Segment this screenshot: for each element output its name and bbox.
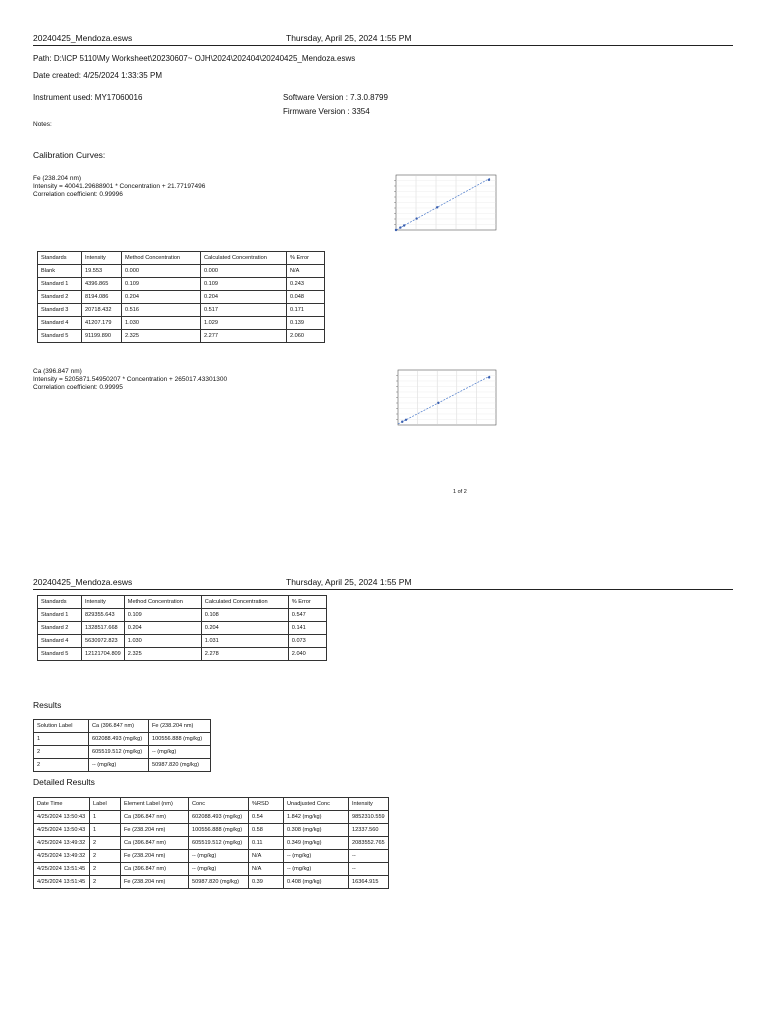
results-table-header-cell: Solution Label bbox=[34, 720, 89, 733]
page1-filename: 20240425_Mendoza.esws bbox=[33, 33, 133, 43]
table-cell: 1328517.668 bbox=[82, 622, 125, 635]
table-cell: 0.308 (mg/kg) bbox=[284, 824, 349, 837]
fe-calibration-info bbox=[33, 175, 205, 199]
table-cell: 0.000 bbox=[201, 265, 287, 278]
data-point bbox=[488, 376, 490, 378]
table-cell: 12121704.809 bbox=[82, 648, 125, 661]
table-cell: -- (mg/kg) bbox=[284, 850, 349, 863]
table-cell: 0.54 bbox=[249, 811, 284, 824]
data-point bbox=[405, 419, 407, 421]
table-cell: N/A bbox=[249, 863, 284, 876]
table-cell: -- (mg/kg) bbox=[149, 746, 211, 759]
ca-table-header-row bbox=[38, 596, 327, 609]
results-table-header-row bbox=[34, 720, 211, 733]
table-cell: 605519.512 (mg/kg) bbox=[89, 746, 149, 759]
table-cell: 2.277 bbox=[201, 330, 287, 343]
table-row bbox=[34, 746, 211, 759]
table-row bbox=[34, 850, 389, 863]
table-cell: Standard 5 bbox=[38, 330, 82, 343]
table-cell: 1.842 (mg/kg) bbox=[284, 811, 349, 824]
calibration-title: Calibration Curves: bbox=[33, 150, 106, 160]
table-cell: 2 bbox=[90, 863, 121, 876]
table-cell: 100556.888 (mg/kg) bbox=[189, 824, 249, 837]
table-cell: N/A bbox=[287, 265, 325, 278]
results-title: Results bbox=[33, 700, 62, 710]
table-cell: 2083552.765 bbox=[349, 837, 389, 850]
table-cell: 2.040 bbox=[288, 648, 326, 661]
ca-standards-table-wrap bbox=[37, 595, 327, 661]
table-cell: Standard 1 bbox=[38, 278, 82, 291]
ca-correlation: Correlation coefficient: 0.99995 bbox=[33, 384, 123, 391]
fe-calibration-chart bbox=[380, 165, 500, 240]
table-cell: 1 bbox=[90, 811, 121, 824]
table-cell: 0.108 bbox=[201, 609, 288, 622]
table-cell: Standard 1 bbox=[38, 609, 82, 622]
table-cell: 829355.643 bbox=[82, 609, 125, 622]
firmware-version: Firmware Version : 3354 bbox=[283, 107, 370, 116]
fe-element-name: Fe (238.204 nm) bbox=[33, 175, 82, 182]
fe-table-header-cell: Standards bbox=[38, 252, 82, 265]
ca-standards-table bbox=[37, 595, 327, 661]
table-cell: 4/25/2024 13:50:43 bbox=[34, 811, 90, 824]
table-cell: 0.517 bbox=[201, 304, 287, 317]
ca-element-name: Ca (396.847 nm) bbox=[33, 368, 82, 375]
table-cell: -- bbox=[349, 850, 389, 863]
ca-table-header-cell: Method Concentration bbox=[124, 596, 201, 609]
data-point bbox=[415, 217, 417, 219]
ca-table-header-cell: Intensity bbox=[82, 596, 125, 609]
table-cell: 0.109 bbox=[201, 278, 287, 291]
table-row bbox=[34, 733, 211, 746]
table-cell: 0.139 bbox=[287, 317, 325, 330]
table-cell: 1 bbox=[90, 824, 121, 837]
table-cell: Fe (238.204 nm) bbox=[121, 876, 189, 889]
table-cell: 0.109 bbox=[122, 278, 201, 291]
table-cell: N/A bbox=[249, 850, 284, 863]
table-cell: 0.58 bbox=[249, 824, 284, 837]
table-cell: 0.073 bbox=[288, 635, 326, 648]
fe-table-header-cell: Method Concentration bbox=[122, 252, 201, 265]
table-cell: 4/25/2024 13:49:32 bbox=[34, 850, 90, 863]
table-cell: 8194.086 bbox=[82, 291, 122, 304]
table-row bbox=[38, 609, 327, 622]
detailed-table-header-cell: Conc bbox=[189, 798, 249, 811]
table-cell: Standard 2 bbox=[38, 622, 82, 635]
table-cell: Ca (396.847 nm) bbox=[121, 837, 189, 850]
table-cell: 2 bbox=[90, 837, 121, 850]
table-cell: 12337.560 bbox=[349, 824, 389, 837]
table-row bbox=[38, 622, 327, 635]
table-cell: 50987.820 (mg/kg) bbox=[189, 876, 249, 889]
page2-filename: 20240425_Mendoza.esws bbox=[33, 577, 133, 587]
fe-table-header-cell: % Error bbox=[287, 252, 325, 265]
table-cell: 50987.820 (mg/kg) bbox=[149, 759, 211, 772]
detailed-results-title: Detailed Results bbox=[33, 777, 95, 787]
table-cell: 2.325 bbox=[122, 330, 201, 343]
results-table-wrap bbox=[33, 719, 211, 772]
table-cell: 4/25/2024 13:51:45 bbox=[34, 876, 90, 889]
table-cell: Standard 2 bbox=[38, 291, 82, 304]
detailed-table-header-cell: Intensity bbox=[349, 798, 389, 811]
table-cell: Standard 3 bbox=[38, 304, 82, 317]
table-cell: 9852310.559 bbox=[349, 811, 389, 824]
data-point bbox=[436, 206, 438, 208]
data-point bbox=[403, 224, 405, 226]
table-cell: -- (mg/kg) bbox=[189, 863, 249, 876]
table-cell: 0.204 bbox=[124, 622, 201, 635]
table-cell: 4/25/2024 13:49:32 bbox=[34, 837, 90, 850]
table-cell: 605519.512 (mg/kg) bbox=[189, 837, 249, 850]
table-row bbox=[38, 304, 325, 317]
table-cell: 4396.865 bbox=[82, 278, 122, 291]
results-table-header-cell: Ca (396.847 nm) bbox=[89, 720, 149, 733]
detailed-table-header-cell: Label bbox=[90, 798, 121, 811]
fe-table-header-row bbox=[38, 252, 325, 265]
table-cell: -- (mg/kg) bbox=[89, 759, 149, 772]
table-cell: 4/25/2024 13:50:43 bbox=[34, 824, 90, 837]
table-row bbox=[34, 876, 389, 889]
table-row bbox=[38, 317, 325, 330]
fe-standards-table-wrap bbox=[37, 251, 325, 343]
date-created: Date created: 4/25/2024 1:33:35 PM bbox=[33, 71, 162, 80]
table-cell: 0.516 bbox=[122, 304, 201, 317]
table-cell: 0.171 bbox=[287, 304, 325, 317]
table-row bbox=[34, 863, 389, 876]
table-cell: 1.030 bbox=[124, 635, 201, 648]
table-cell: Blank bbox=[38, 265, 82, 278]
table-cell: 0.204 bbox=[201, 622, 288, 635]
software-version: Software Version : 7.3.0.8799 bbox=[283, 93, 388, 102]
detailed-table-header-cell: Date Time bbox=[34, 798, 90, 811]
table-cell: 19.553 bbox=[82, 265, 122, 278]
table-cell: 0.11 bbox=[249, 837, 284, 850]
table-row bbox=[38, 265, 325, 278]
file-path: Path: D:\ICP 5110\My Worksheet\20230607~ OJH\2024\202404\20240425_Mendoza.esws bbox=[33, 54, 356, 63]
data-point bbox=[395, 229, 397, 231]
ca-table-header-cell: Standards bbox=[38, 596, 82, 609]
table-cell: 1 bbox=[34, 733, 89, 746]
table-cell: 0.109 bbox=[124, 609, 201, 622]
table-cell: 2 bbox=[34, 746, 89, 759]
table-row bbox=[34, 837, 389, 850]
table-row bbox=[34, 811, 389, 824]
table-row bbox=[34, 824, 389, 837]
table-cell: Ca (396.847 nm) bbox=[121, 863, 189, 876]
table-cell: Standard 4 bbox=[38, 635, 82, 648]
detailed-table-wrap bbox=[33, 797, 389, 889]
data-point bbox=[488, 179, 490, 181]
detailed-results-table bbox=[33, 797, 389, 889]
table-cell: 1.029 bbox=[201, 317, 287, 330]
results-table-header-cell: Fe (238.204 nm) bbox=[149, 720, 211, 733]
ca-equation: Intensity = 5205871.54950207 * Concentration + 265017.43301300 bbox=[33, 376, 228, 383]
table-row bbox=[38, 278, 325, 291]
table-cell: 2 bbox=[90, 850, 121, 863]
detailed-table-header-cell: %RSD bbox=[249, 798, 284, 811]
table-row bbox=[38, 291, 325, 304]
table-cell: Standard 5 bbox=[38, 648, 82, 661]
table-cell: 0.000 bbox=[122, 265, 201, 278]
table-row bbox=[38, 648, 327, 661]
detailed-table-header-row bbox=[34, 798, 389, 811]
table-cell: 0.349 (mg/kg) bbox=[284, 837, 349, 850]
table-row bbox=[38, 635, 327, 648]
table-cell: 2.325 bbox=[124, 648, 201, 661]
ca-table-header-cell: % Error bbox=[288, 596, 326, 609]
notes-label: Notes: bbox=[33, 121, 52, 128]
results-table bbox=[33, 719, 211, 772]
table-cell: 41207.179 bbox=[82, 317, 122, 330]
page1-header-rule bbox=[33, 45, 733, 46]
table-cell: 0.547 bbox=[288, 609, 326, 622]
fe-table-header-cell: Intensity bbox=[82, 252, 122, 265]
detailed-table-header-cell: Unadjusted Conc bbox=[284, 798, 349, 811]
table-cell: Standard 4 bbox=[38, 317, 82, 330]
table-cell: 4/25/2024 13:51:45 bbox=[34, 863, 90, 876]
table-cell: 0.048 bbox=[287, 291, 325, 304]
table-cell: 0.141 bbox=[288, 622, 326, 635]
table-cell: 2 bbox=[34, 759, 89, 772]
table-cell: 0.204 bbox=[201, 291, 287, 304]
data-point bbox=[399, 226, 401, 228]
table-cell: 0.243 bbox=[287, 278, 325, 291]
table-cell: 1.031 bbox=[201, 635, 288, 648]
table-cell: 20718.432 bbox=[82, 304, 122, 317]
table-cell: -- bbox=[349, 863, 389, 876]
data-point bbox=[437, 402, 439, 404]
detailed-table-header-cell: Element Label (nm) bbox=[121, 798, 189, 811]
table-cell: 0.204 bbox=[122, 291, 201, 304]
table-cell: Ca (396.847 nm) bbox=[121, 811, 189, 824]
fe-equation: Intensity = 40041.29688901 * Concentration + 21.77197496 bbox=[33, 183, 206, 190]
table-cell: Fe (238.204 nm) bbox=[121, 850, 189, 863]
table-cell: 0.39 bbox=[249, 876, 284, 889]
ca-table-header-cell: Calculated Concentration bbox=[201, 596, 288, 609]
fe-correlation: Correlation coefficient: 0.99996 bbox=[33, 191, 123, 198]
table-cell: -- (mg/kg) bbox=[189, 850, 249, 863]
page2-datetime: Thursday, April 25, 2024 1:55 PM bbox=[286, 577, 412, 587]
page1-datetime: Thursday, April 25, 2024 1:55 PM bbox=[286, 33, 412, 43]
table-cell: 2.060 bbox=[287, 330, 325, 343]
table-cell: 100556.888 (mg/kg) bbox=[149, 733, 211, 746]
table-cell: 91199.890 bbox=[82, 330, 122, 343]
data-point bbox=[401, 421, 403, 423]
ca-calibration-info bbox=[33, 368, 227, 392]
page2-header-rule bbox=[33, 589, 733, 590]
table-row bbox=[34, 759, 211, 772]
table-cell: 1.030 bbox=[122, 317, 201, 330]
table-cell: 0.408 (mg/kg) bbox=[284, 876, 349, 889]
ca-calibration-chart bbox=[366, 360, 500, 435]
table-cell: -- (mg/kg) bbox=[284, 863, 349, 876]
table-cell: 602088.493 (mg/kg) bbox=[189, 811, 249, 824]
fe-standards-table bbox=[37, 251, 325, 343]
table-cell: Fe (238.204 nm) bbox=[121, 824, 189, 837]
instrument-used: Instrument used: MY17060016 bbox=[33, 93, 143, 102]
table-cell: 2 bbox=[90, 876, 121, 889]
table-cell: 5630972.823 bbox=[82, 635, 125, 648]
table-cell: 2.278 bbox=[201, 648, 288, 661]
fe-table-header-cell: Calculated Concentration bbox=[201, 252, 287, 265]
table-row bbox=[38, 330, 325, 343]
table-cell: 602088.493 (mg/kg) bbox=[89, 733, 149, 746]
table-cell: 16364.915 bbox=[349, 876, 389, 889]
page-number: 1 of 2 bbox=[453, 489, 467, 495]
